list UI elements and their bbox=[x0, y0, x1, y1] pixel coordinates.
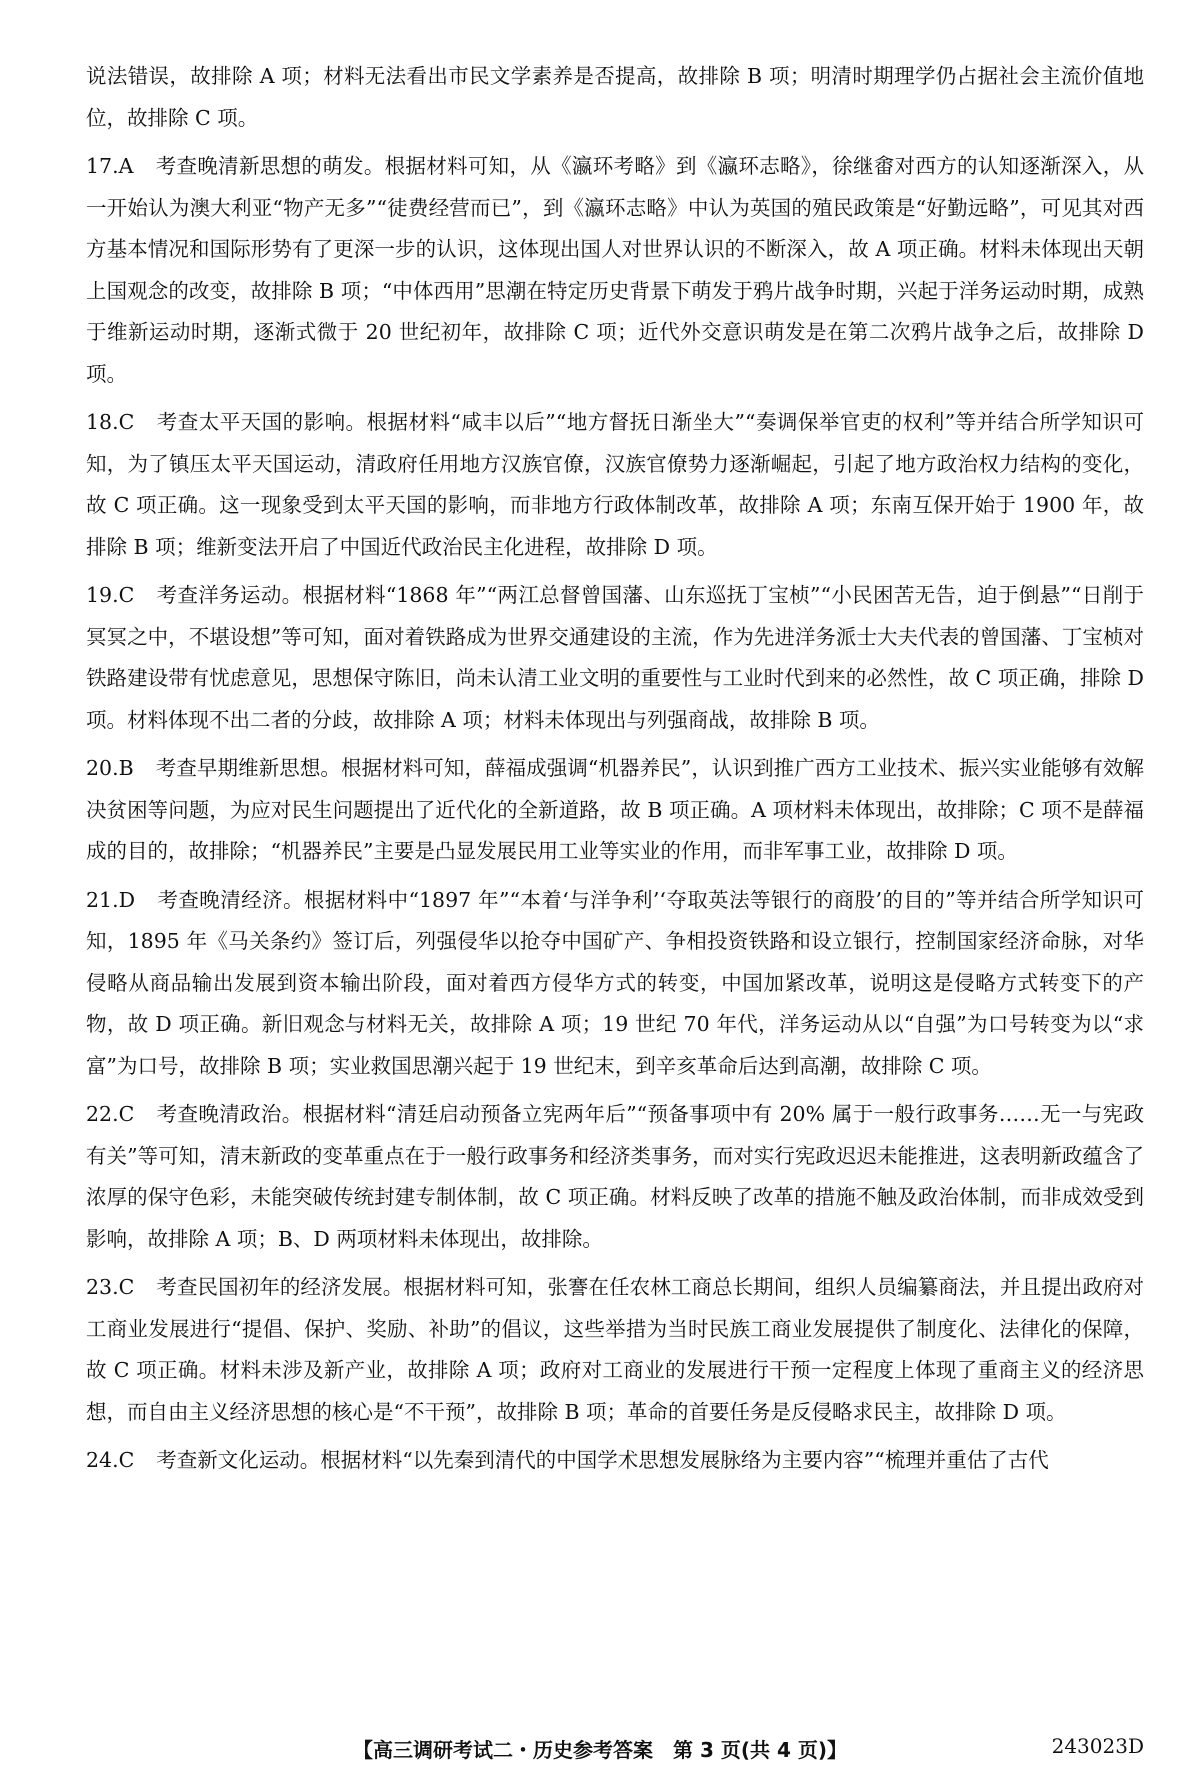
answer-item bbox=[86, 1440, 1144, 1482]
item-answer: C bbox=[118, 583, 135, 607]
answer-item bbox=[86, 1267, 1144, 1433]
item-answer: C bbox=[118, 1275, 135, 1299]
item-explanation: 考查早期维新思想。根据材料可知，薛福成强调“机器养民”，认识到推广西方工业技术、振兴实业能够有效解决贫困等问题，为应对民生问题提出了近代化的全新道路，故 B 项正确。A 项材料未体现出，故排除；C 项不是薛福成的目的，故排除；“机器养民”主要是凸显发展民用工业等实业的作用，而非军事工业，故排除 D 项。 bbox=[86, 756, 1144, 863]
item-answer: D bbox=[118, 887, 136, 912]
answer-item bbox=[86, 402, 1144, 568]
item-explanation: 考查太平天国的影响。根据材料“咸丰以后”“地方督抚日渐坐大”“奏调保举官吏的权利”等并结合所学知识可知，为了镇压太平天国运动，清政府任用地方汉族官僚，汉族官僚势力逐渐崛起，引起了地方政治权力结构的变化，故 C 项正确。这一现象受到太平天国的影响，而非地方行政体制改革，故排除 A 项；东南互保开始于 1900 年，故排除 B 项；维新变法开启了中国近代政治民主化进程，故排除 D 项。 bbox=[86, 410, 1144, 559]
item-number: 19. bbox=[86, 583, 119, 607]
item-explanation: 考查民国初年的经济发展。根据材料可知，张謇在任农林工商总长期间，组织人员编纂商法，并且提出政府对工商业发展进行“提倡、保护、奖励、补助”的倡议，这些举措为当时民族工商业发展提供了制度化、法律化的保障，故 C 项正确。材料未涉及新产业，故排除 A 项；政府对工商业的发展进行干预一定程度上体现了重商主义的经济思想，而自由主义经济思想的核心是“不干预”，故排除 B 项；革命的首要任务是反侵略求民主，故排除 D 项。 bbox=[86, 1275, 1144, 1424]
item-number: 20. bbox=[86, 756, 119, 780]
answer-item bbox=[86, 748, 1144, 873]
item-number: 24. bbox=[86, 1448, 119, 1472]
item-explanation: 考查洋务运动。根据材料“1868 年”“两江总督曾国藩、山东巡抚丁宝桢”“小民困苦无告，迫于倒悬”“日削于冥冥之中，不堪设想”等可知，面对着铁路成为世界交通建设的主流，作为先进洋务派士大夫代表的曾国藩、丁宝桢对铁路建设带有忧虑意见，思想保守陈旧，尚未认清工业文明的重要性与工业时代到来的必然性，故 C 项正确，排除 D 项。材料体现不出二者的分歧，故排除 A 项；材料未体现出与列强商战，故排除 B 项。 bbox=[86, 583, 1144, 732]
item-answer: B bbox=[118, 756, 134, 780]
document-code: 243023D bbox=[1051, 1734, 1144, 1758]
answer-item bbox=[86, 575, 1144, 741]
answer-item bbox=[86, 1094, 1144, 1260]
item-explanation: 考查晚清经济。根据材料中“1897 年”“本着‘与洋争利’‘夺取英法等银行的商股’的目的”等并结合所学知识可知，1895 年《马关条约》签订后，列强侵华以抢夺中国矿产、争相投资铁路和设立银行，控制国家经济命脉，对华侵略从商品输出发展到资本输出阶段，面对着西方侵华方式的转变，中国加紧改革，说明这是侵略方式转变下的产物，故 D 项正确。新旧观念与材料无关，故排除 A 项；19 世纪 70 年代，洋务运动从以“自强”为口号转变为以“求富”为口号，故排除 B 项；实业救国思潮兴起于 19 世纪末，到辛亥革命后达到高潮，故排除 C 项。 bbox=[86, 887, 1144, 1078]
page-content bbox=[86, 56, 1144, 1489]
answer-list bbox=[86, 146, 1144, 1482]
footer-title: 【高三调研考试二・历史参考答案 第 3 页(共 4 页)】 bbox=[353, 1738, 847, 1762]
item-answer: C bbox=[118, 410, 135, 434]
item-number: 23. bbox=[86, 1275, 119, 1299]
item-explanation: 考查晚清政治。根据材料“清廷启动预备立宪两年后”“预备事项中有 20% 属于一般行政事务……无一与宪政有关”等可知，清末新政的变革重点在于一般行政事务和经济类事务，而对实行宪政迟迟未能推进，这表明新政蕴含了浓厚的保守色彩，未能突破传统封建专制体制，故 C 项正确。材料反映了改革的措施不触及政治体制，而非成效受到影响，故排除 A 项；B、D 两项材料未体现出，故排除。 bbox=[86, 1102, 1144, 1251]
item-number: 21. bbox=[86, 887, 119, 912]
item-number: 18. bbox=[86, 410, 119, 434]
item-answer: C bbox=[118, 1102, 135, 1126]
item-number: 17. bbox=[86, 154, 119, 178]
item-explanation: 考查晚清新思想的萌发。根据材料可知，从《瀛环考略》到《瀛环志略》，徐继畬对西方的认知逐渐深入，从一开始认为澳大利亚“物产无多”“徒费经营而已”，到《瀛环志略》中认为英国的殖民政策是“好勤远略”，可见其对西方基本情况和国际形势有了更深一步的认识，这体现出国人对世界认识的不断深入，故 A 项正确。材料未体现出天朝上国观念的改变，故排除 B 项；“中体西用”思潮在特定历史背景下萌发于鸦片战争时期，兴起于洋务运动时期，成熟于维新运动时期，逐渐式微于 20 世纪初年，故排除 C 项；近代外交意识萌发是在第二次鸦片战争之后，故排除 D 项。 bbox=[86, 154, 1144, 386]
answer-item bbox=[86, 146, 1144, 395]
item-number: 22. bbox=[86, 1102, 119, 1126]
item-answer: A bbox=[118, 154, 134, 178]
continued-paragraph: 说法错误，故排除 A 项；材料无法看出市民文学素养是否提高，故排除 B 项；明清时期理学仍占据社会主流价值地位，故排除 C 项。 bbox=[86, 64, 1144, 130]
answer-item bbox=[86, 880, 1144, 1088]
page-footer bbox=[0, 1734, 1200, 1774]
item-answer: C bbox=[118, 1448, 135, 1472]
item-explanation: 考查新文化运动。根据材料“以先秦到清代的中国学术思想发展脉络为主要内容”“梳理并重估了古代 bbox=[156, 1448, 1049, 1472]
